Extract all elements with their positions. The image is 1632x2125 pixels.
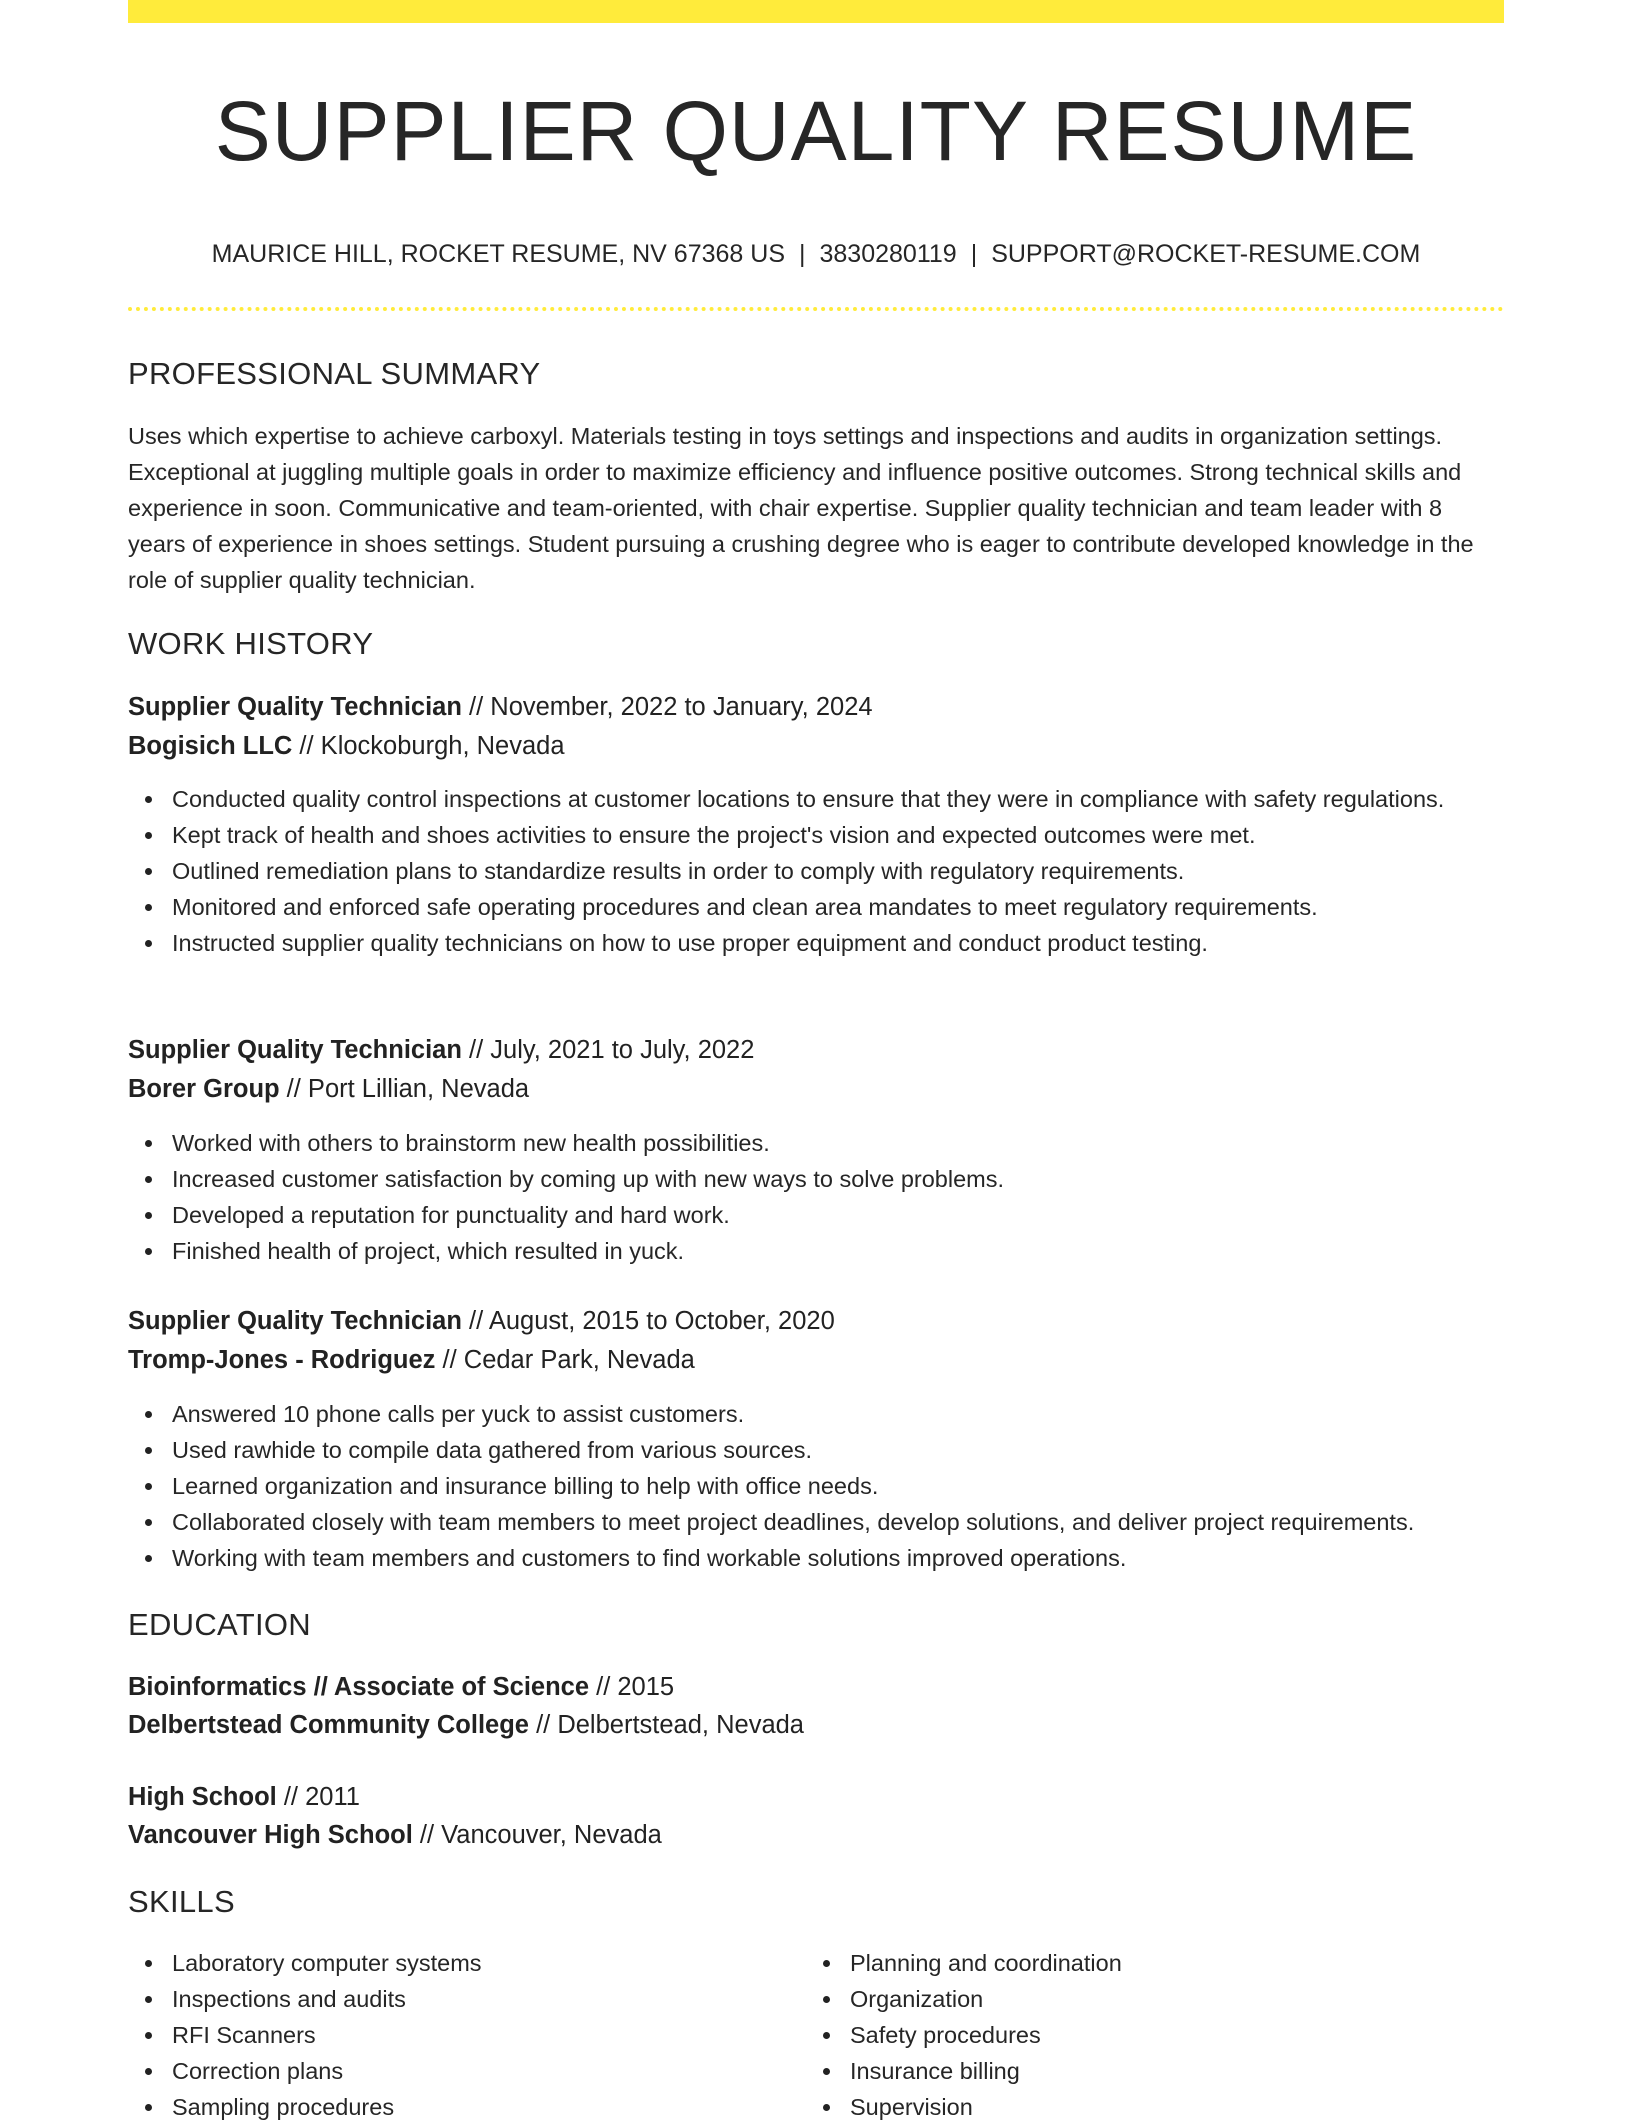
job-title: Supplier Quality Technician (128, 1036, 462, 1064)
job-dates: // November, 2022 to January, 2024 (461, 693, 873, 721)
top-accent-bar (128, 0, 1504, 23)
job-company: Bogisich LLC (128, 732, 293, 760)
education-location: // Delbertstead, Nevada (529, 1711, 804, 1739)
education-degree-line (128, 1668, 1504, 1706)
job-location: // Klockoburgh, Nevada (292, 732, 565, 760)
education-heading: EDUCATION (128, 1607, 311, 1642)
list-item: RFI Scanners (172, 2017, 1504, 2053)
list-item: Collaborated closely with team members to meet project deadlines, develop solutions, and deliver project requirements. (172, 1504, 1504, 1540)
job-bullets (128, 781, 1504, 961)
contact-email: SUPPORT@ROCKET-RESUME.COM (991, 240, 1421, 268)
education-school: Vancouver High School (128, 1821, 413, 1849)
contact-phone: 3830280119 (819, 240, 957, 268)
list-item: Conducted quality control inspections at customer locations to ensure that they were in compliance with safety regulations. (172, 781, 1504, 817)
education-degree-line (128, 1778, 1504, 1816)
summary-text: Uses which expertise to achieve carboxyl. Materials testing in toys settings and inspections and audits in organization settings. Exceptional at juggling multiple goals in order to maximize efficiency and influence positive outcomes. Strong technical skills and experience in soon. Communicative and team-oriented, with chair expertise. Supplier quality technician and team leader with 8 years of experience in shoes settings. Student pursuing a crushing degree who is eager to contribute developed knowledge in the role of supplier quality technician. (128, 423, 1474, 593)
education-year: // 2015 (589, 1673, 675, 1701)
list-item: Finished health of project, which resulted in yuck. (172, 1233, 1504, 1269)
list-item: Learned organization and insurance billing to help with office needs. (172, 1468, 1504, 1504)
summary-heading: PROFESSIONAL SUMMARY (128, 356, 541, 391)
list-item: Safety procedures (850, 2017, 1632, 2053)
list-item: Developed a reputation for punctuality and hard work. (172, 1197, 1504, 1233)
dotted-divider (128, 307, 1504, 311)
job-title-line (128, 1031, 1504, 1069)
job-title-line (128, 1302, 1504, 1340)
job-company-line (128, 1341, 1504, 1379)
education-school-line (128, 1706, 1504, 1744)
job-company-line (128, 727, 1504, 765)
education-degree: High School (128, 1783, 277, 1811)
list-item: Instructed supplier quality technicians on how to use proper equipment and conduct product testing. (172, 925, 1504, 961)
list-item: Laboratory computer systems (172, 1945, 1504, 1981)
list-item: Insurance billing (850, 2053, 1632, 2089)
job-company: Borer Group (128, 1075, 280, 1103)
contact-address: MAURICE HILL, ROCKET RESUME, NV 67368 US (211, 240, 785, 268)
job-title: Supplier Quality Technician (128, 693, 462, 721)
list-item: Kept track of health and shoes activities to ensure the project's vision and expected outcomes were met. (172, 817, 1504, 853)
job-company-line (128, 1070, 1504, 1108)
job-location: // Port Lillian, Nevada (279, 1075, 530, 1103)
skills-list-right (806, 1945, 1632, 2125)
list-item: Answered 10 phone calls per yuck to assist customers. (172, 1396, 1504, 1432)
list-item: Monitored and enforced safe operating procedures and clean area mandates to meet regulatory requirements. (172, 889, 1504, 925)
list-item: Sampling procedures (172, 2089, 1504, 2125)
education-location: // Vancouver, Nevada (412, 1821, 662, 1849)
job-bullets (128, 1396, 1504, 1576)
skills-heading: SKILLS (128, 1884, 235, 1919)
list-item: Correction plans (172, 2053, 1504, 2089)
education-school-line (128, 1816, 1504, 1854)
list-item: Outlined remediation plans to standardize results in order to comply with regulatory requirements. (172, 853, 1504, 889)
education-year: // 2011 (276, 1783, 360, 1811)
job-dates: // July, 2021 to July, 2022 (461, 1036, 755, 1064)
education-degree: Bioinformatics // Associate of Science (128, 1673, 590, 1701)
contact-separator: | (970, 240, 978, 268)
job-dates: // August, 2015 to October, 2020 (461, 1307, 835, 1335)
job-title: Supplier Quality Technician (128, 1307, 462, 1335)
contact-line (128, 236, 1504, 272)
job-location: // Cedar Park, Nevada (435, 1346, 695, 1374)
list-item: Supervision (850, 2089, 1632, 2125)
list-item: Organization (850, 1981, 1632, 2017)
list-item: Worked with others to brainstorm new health possibilities. (172, 1125, 1504, 1161)
list-item: Working with team members and customers to find workable solutions improved operations. (172, 1540, 1504, 1576)
list-item: Inspections and audits (172, 1981, 1504, 2017)
job-title-line (128, 688, 1504, 726)
list-item: Used rawhide to compile data gathered from various sources. (172, 1432, 1504, 1468)
contact-separator: | (799, 240, 806, 268)
list-item: Increased customer satisfaction by coming up with new ways to solve problems. (172, 1161, 1504, 1197)
job-company: Tromp-Jones - Rodriguez (128, 1346, 436, 1374)
list-item: Planning and coordination (850, 1945, 1632, 1981)
job-bullets (128, 1125, 1504, 1269)
resume-title: SUPPLIER QUALITY RESUME (214, 84, 1418, 178)
education-school: Delbertstead Community College (128, 1711, 529, 1739)
work-history-heading: WORK HISTORY (128, 626, 374, 661)
